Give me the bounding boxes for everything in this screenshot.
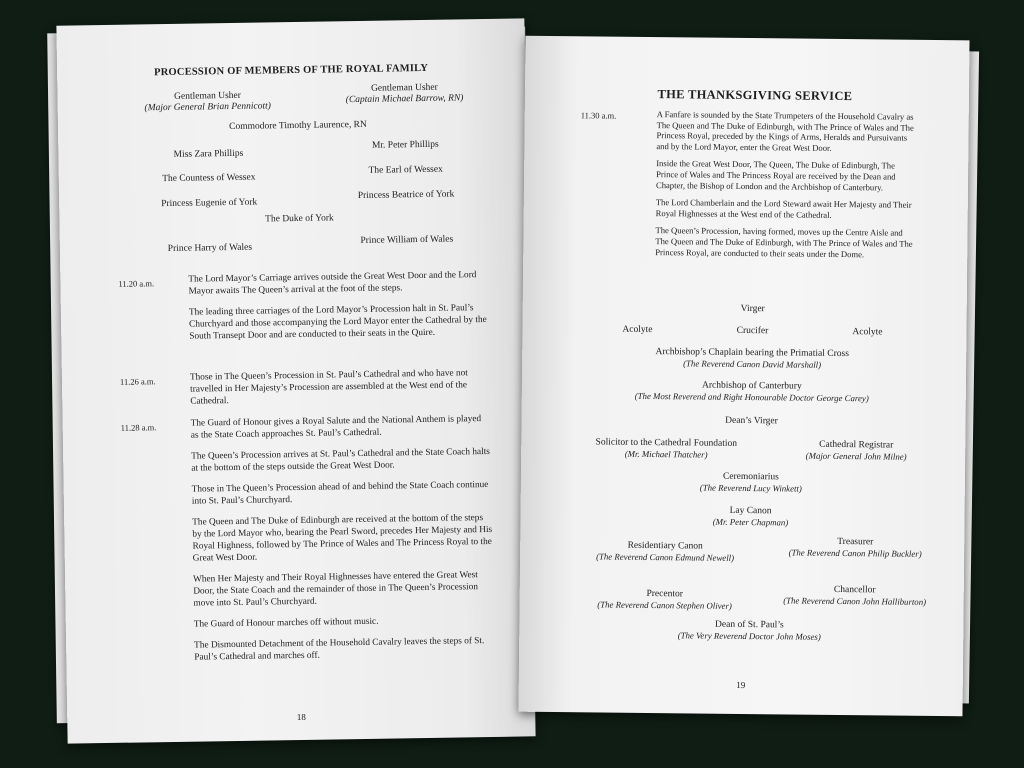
- crucifer: Crucifer: [736, 325, 769, 337]
- service-paragraph: Inside the Great West Door, The Queen, The Duke of Edinburgh, The Prince of Wales and The Princess Royal are received by the Dean and Chapter, the Bishop of London and the Archbishop of Canterbury.: [655, 158, 896, 193]
- left-page: [56, 18, 535, 743]
- entry-1-paragraph: Those in The Queen’s Procession in St. Paul’s Cathedral and who have not travelled in Her Majesty’s Procession are assembled at the West end of the Cathedral.: [189, 368, 468, 407]
- page-number-18: 18: [296, 711, 306, 723]
- chaplain-name: (The Reverend Canon David Marshall): [683, 358, 822, 370]
- service-paragraph: A Fanfare is sounded by the State Trumpeters of the Household Cavalry as The Queen and The Duke of Edinburgh, with The Prince of Wales and The Princess Royal, preceded by the Kings of Arms, Heralds and Pursuivants and by the Lord Mayor, enter the Great West Door.: [656, 109, 914, 153]
- ceremoniarius-name: (The Reverend Lucy Winkett): [699, 482, 802, 494]
- service-time: 11.30 a.m.: [580, 110, 617, 121]
- usher-right-name: (Captain Michael Barrow, RN): [345, 93, 464, 106]
- archbishop-name: (The Most Reverend and Right Honourable Doctor George Carey): [634, 390, 869, 404]
- acolyte-left: Acolyte: [622, 324, 653, 336]
- registrar-role: Cathedral Registrar: [819, 439, 894, 451]
- virger: Virger: [740, 303, 765, 315]
- entry-2-paragraph: The Dismounted Detachment of the Household Cavalry leaves the steps of St. Paul’s Cathedral and marches off.: [194, 636, 485, 663]
- pair-2-right: Princess Beatrice of York: [357, 189, 455, 202]
- entry-1-time: 11.26 a.m.: [119, 376, 156, 387]
- service-text: [655, 109, 919, 267]
- entry-0-text: [188, 269, 489, 352]
- entry-2-paragraph: The Queen and The Duke of Edinburgh are received at the bottom of the steps by the Lord Mayor who, bearing the Pearl Sword, precedes Her Majesty and His Royal Highness, followed by The Prince of Wales and The Princess Royal to the Great West Door.: [192, 513, 493, 564]
- usher-left-role: Gentleman Usher: [174, 90, 241, 102]
- entry-0-paragraph: The leading three carriages of the Lord Mayor’s Procession halt in St. Paul’s Churchyard and those accompanying the Lord Mayor enter the Cathedral by the South Transept Door and are conducted to their seats in the Quire.: [188, 303, 487, 342]
- entry-2-paragraph: The Guard of Honour gives a Royal Salute and the National Anthem is played as the State Coach approaches St. Paul’s Cathedral.: [190, 414, 482, 441]
- commodore-name: Commodore Timothy Laurence, RN: [229, 119, 367, 133]
- treasurer-role: Treasurer: [837, 536, 874, 548]
- duke-of-york: The Duke of York: [265, 213, 334, 225]
- chancellor-name: (The Reverend Canon John Halliburton): [783, 595, 927, 607]
- chancellor-role: Chancellor: [833, 584, 876, 596]
- usher-left-name: (Major General Brian Pennicott): [144, 101, 271, 114]
- entry-2-paragraph: The Queen’s Procession arrives at St. Paul’s Cathedral and the State Coach halts at the bottom of the steps outside the Great West Door.: [191, 446, 490, 474]
- service-paragraph: The Queen’s Procession, having formed, moves up the Centre Aisle and The Queen and The Duke of Edinburgh, with The Prince of Wales and The Princess Royal, are conducted to their seats under the Dome.: [655, 225, 913, 259]
- solicitor-role: Solicitor to the Cathedral Foundation: [595, 437, 738, 449]
- right-page-title: THE THANKSGIVING SERVICE: [657, 87, 853, 104]
- treasurer-name: (The Reverend Canon Philip Buckler): [788, 547, 922, 559]
- pair-1-right: The Earl of Wessex: [368, 164, 443, 176]
- ceremoniarius-role: Ceremoniarius: [722, 471, 779, 483]
- residentiary-canon-role: Residentiary Canon: [627, 540, 703, 552]
- last-pair-right: Prince William of Wales: [360, 234, 454, 246]
- dean-role: Dean of St. Paul’s: [715, 619, 784, 631]
- entry-2-time: 11.28 a.m.: [120, 422, 157, 433]
- archbishop-role: Archbishop of Canterbury: [701, 380, 802, 392]
- acolyte-right: Acolyte: [852, 327, 883, 338]
- deans-virger: Dean’s Virger: [725, 415, 778, 427]
- pair-2-left: Princess Eugenie of York: [161, 197, 258, 210]
- entry-2-text: [191, 413, 495, 673]
- usher-right-role: Gentleman Usher: [370, 82, 438, 94]
- entry-2-paragraph: Those in The Queen’s Procession ahead of and behind the State Coach continue into St. Paul’s Churchyard.: [191, 479, 489, 507]
- last-pair-left: Prince Harry of Wales: [167, 242, 253, 254]
- pair-0-right: Mr. Peter Phillips: [371, 139, 439, 151]
- lay-canon-role: Lay Canon: [729, 505, 772, 517]
- entry-2-paragraph: When Her Majesty and Their Royal Highnesses have entered the Great West Door, the State Coach and the remainder of those in The Queen’s Procession move into St. Paul’s Churchyard.: [193, 570, 479, 609]
- solicitor-name: (Mr. Michael Thatcher): [624, 448, 708, 460]
- entry-0-paragraph: The Lord Mayor’s Carriage arrives outside the Great West Door and the Lord Mayor awaits The Queen’s arrival at the foot of the steps.: [188, 270, 477, 297]
- residentiary-canon-name: (The Reverend Canon Edmund Newell): [596, 551, 735, 563]
- entry-0-time: 11.20 a.m.: [118, 278, 155, 289]
- lay-canon-name: (Mr. Peter Chapman): [712, 516, 789, 528]
- chaplain-role: Archbishop’s Chaplain bearing the Primatial Cross: [655, 347, 849, 360]
- entry-2-paragraph: The Guard of Honour marches off without music.: [193, 616, 379, 630]
- pair-0-left: Miss Zara Phillips: [173, 148, 244, 160]
- service-paragraph: The Lord Chamberlain and the Lord Steward await Her Majesty and Their Royal Highnesses at the West end of the Cathedral.: [655, 197, 912, 220]
- registrar-name: (Major General John Milne): [805, 450, 907, 462]
- page-number-19: 19: [736, 679, 746, 691]
- entry-1-text: [190, 367, 491, 417]
- pair-1-left: The Countess of Wessex: [162, 172, 256, 185]
- precentor-name: (The Reverend Canon Stephen Oliver): [597, 599, 732, 611]
- left-page-title: PROCESSION OF MEMBERS OF THE ROYAL FAMILY: [154, 62, 429, 79]
- right-page: [518, 36, 969, 717]
- dean-name: (The Very Reverend Doctor John Moses): [677, 630, 821, 642]
- precentor-role: Precentor: [646, 588, 683, 600]
